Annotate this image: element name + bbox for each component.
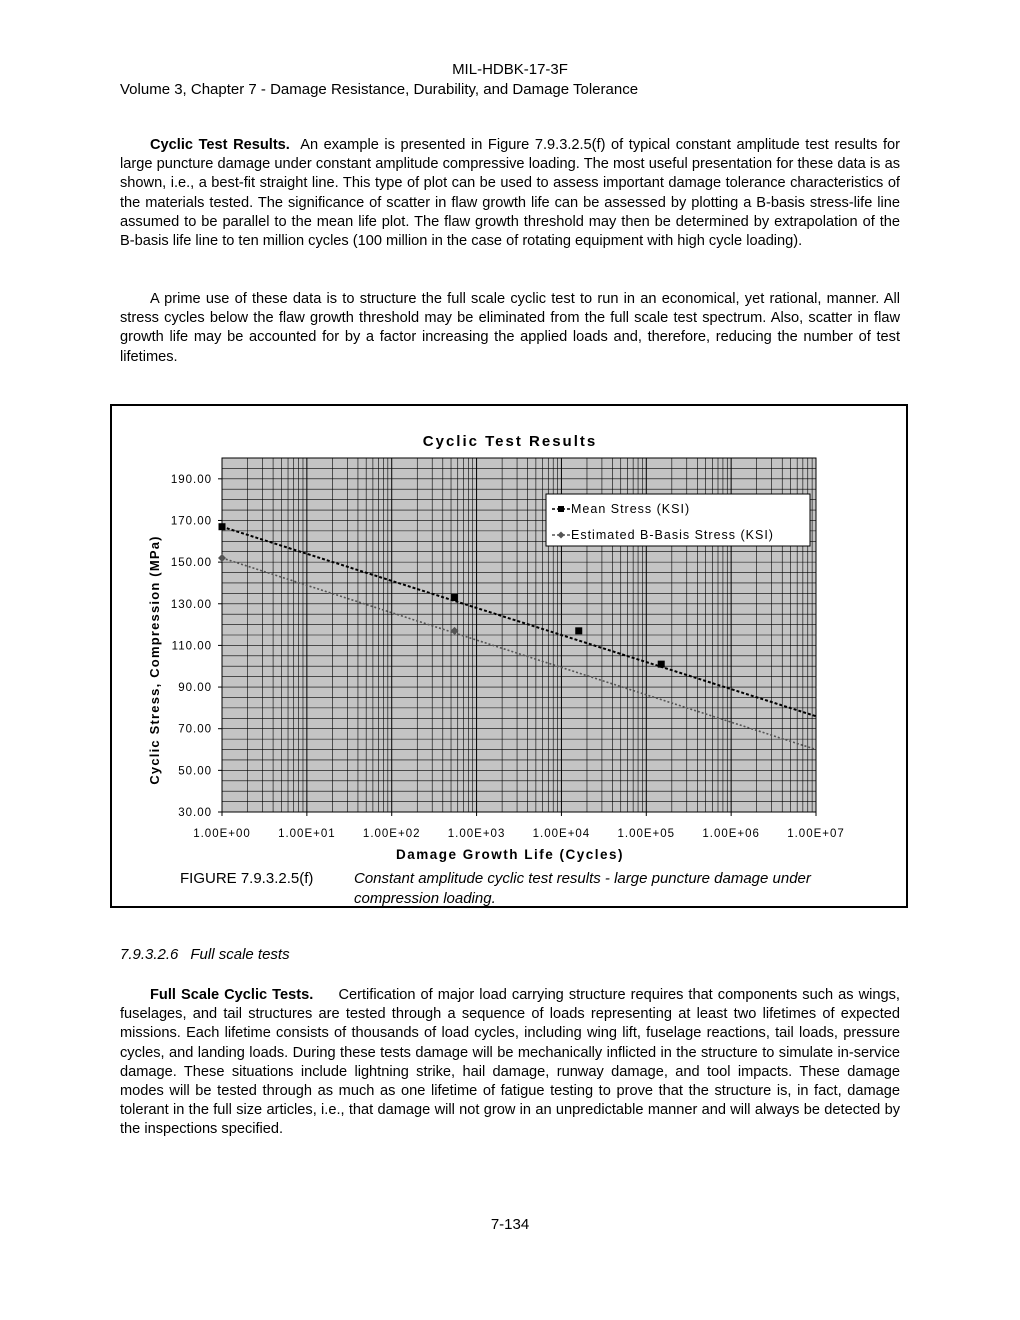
x-tick-labels (193, 828, 845, 840)
x-tick-label: 1.00E+07 (787, 828, 845, 840)
x-tick-label: 1.00E+01 (278, 828, 336, 840)
document-id: MIL-HDBK-17-3F (452, 61, 568, 78)
paragraph-full-scale-cyclic-tests (120, 986, 900, 1140)
chapter-title: Volume 3, Chapter 7 - Damage Resistance, Durability, and Damage Tolerance (120, 81, 639, 98)
page-header (120, 60, 900, 100)
legend-label: Estimated B-Basis Stress (KSI) (571, 528, 774, 542)
x-tick-label: 1.00E+03 (447, 828, 506, 840)
y-axis-label: Cyclic Stress, Compression (MPa) (147, 535, 162, 785)
y-tick-label: 50.00 (178, 765, 212, 778)
x-tick-label: 1.00E+00 (193, 828, 251, 840)
page-number: 7-134 (490, 1216, 530, 1233)
data-point-mean-stress (219, 523, 226, 530)
paragraph-text: An example is presented in Figure 7.9.3.2.5(f) of typical constant amplitude test results for large puncture damage under constant amplitude compressive loading. The most useful presentation for these data is as shown, i.e., a best-fit straight line. This type of plot can be used to assess important damage tolerance characteristics of the materials tested. The significance of scatter in flaw growth life can be assessed by plotting a B-basis stress-life line assumed to be parallel to the mean life plot. The flaw growth threshold may then be determined by extrapolation of the B-basis life line to ten million cycles (100 million in the case of rotating equipment with high cycle loading). (120, 137, 900, 250)
y-tick-label: 150.00 (170, 557, 212, 570)
figure-box (110, 404, 908, 908)
x-tick-label: 1.00E+04 (532, 828, 591, 840)
chart-legend (546, 494, 810, 546)
y-tick-label: 130.00 (170, 598, 212, 611)
cyclic-test-chart (112, 406, 906, 864)
y-tick-label: 190.00 (170, 473, 212, 486)
paragraph-text: Certification of major load carrying structure requires that components such as wings, fuselages, and tail structures are tested through a sequence of loads representing at least two lifetimes of expected missions. Each lifetime consists of thousands of load cycles, including wing lift, fuselage reactions, tail loads, pressure cycles, and landing loads. During these tests damage will be mechanically inflicted in the structure to simulate in-service damage. These situations include lightning strike, hail damage, runway damage, and tool impacts. These damage modes will be tested through as much as one lifetime of fatigue testing to prove that the structure is, in fact, damage tolerant in the full size articles, i.e., that damage will not grow in an unpredictable manner and will always be detected by the inspections specified. (120, 987, 900, 1138)
section-number: 7.9.3.2.6 (120, 946, 179, 963)
section-heading (120, 946, 290, 963)
x-tick-label: 1.00E+05 (617, 828, 676, 840)
x-tick-label: 1.00E+02 (362, 828, 421, 840)
x-axis-label: Damage Growth Life (Cycles) (395, 847, 625, 862)
y-tick-label: 30.00 (178, 807, 212, 819)
data-point-mean-stress (451, 594, 458, 601)
y-tick-label: 170.00 (170, 515, 212, 528)
y-tick-labels (171, 474, 212, 819)
section-title: Full scale tests (190, 946, 290, 963)
figure-number: FIGURE 7.9.3.2.5(f) (180, 870, 314, 887)
paragraph-cyclic-test-results (120, 136, 900, 251)
x-tick-label: 1.00E+06 (702, 828, 760, 840)
paragraph-text: A prime use of these data is to structure the full scale cyclic test to run in an economical, yet rational, manner. All stress cycles below the flaw growth threshold may be eliminated from the full scale test spectrum. Also, scatter in flaw growth life may be accounted for by a factor increasing the applied loads and, therefore, reducing the number of test lifetimes. (120, 291, 900, 365)
legend-marker (558, 506, 564, 512)
paragraph-lead: Full Scale Cyclic Tests. (150, 987, 314, 1003)
figure-caption-text: Constant amplitude cyclic test results - large puncture damage under compression loading. (354, 870, 811, 907)
data-point-mean-stress (658, 661, 665, 668)
y-tick-label: 70.00 (178, 723, 212, 736)
paragraph-prime-use (120, 290, 900, 367)
chart-title: Cyclic Test Results (422, 433, 598, 450)
legend-label: Mean Stress (KSI) (571, 502, 691, 516)
paragraph-lead: Cyclic Test Results. (150, 137, 290, 153)
y-tick-label: 110.00 (171, 640, 212, 653)
data-point-mean-stress (575, 627, 582, 634)
y-tick-label: 90.00 (178, 682, 212, 695)
